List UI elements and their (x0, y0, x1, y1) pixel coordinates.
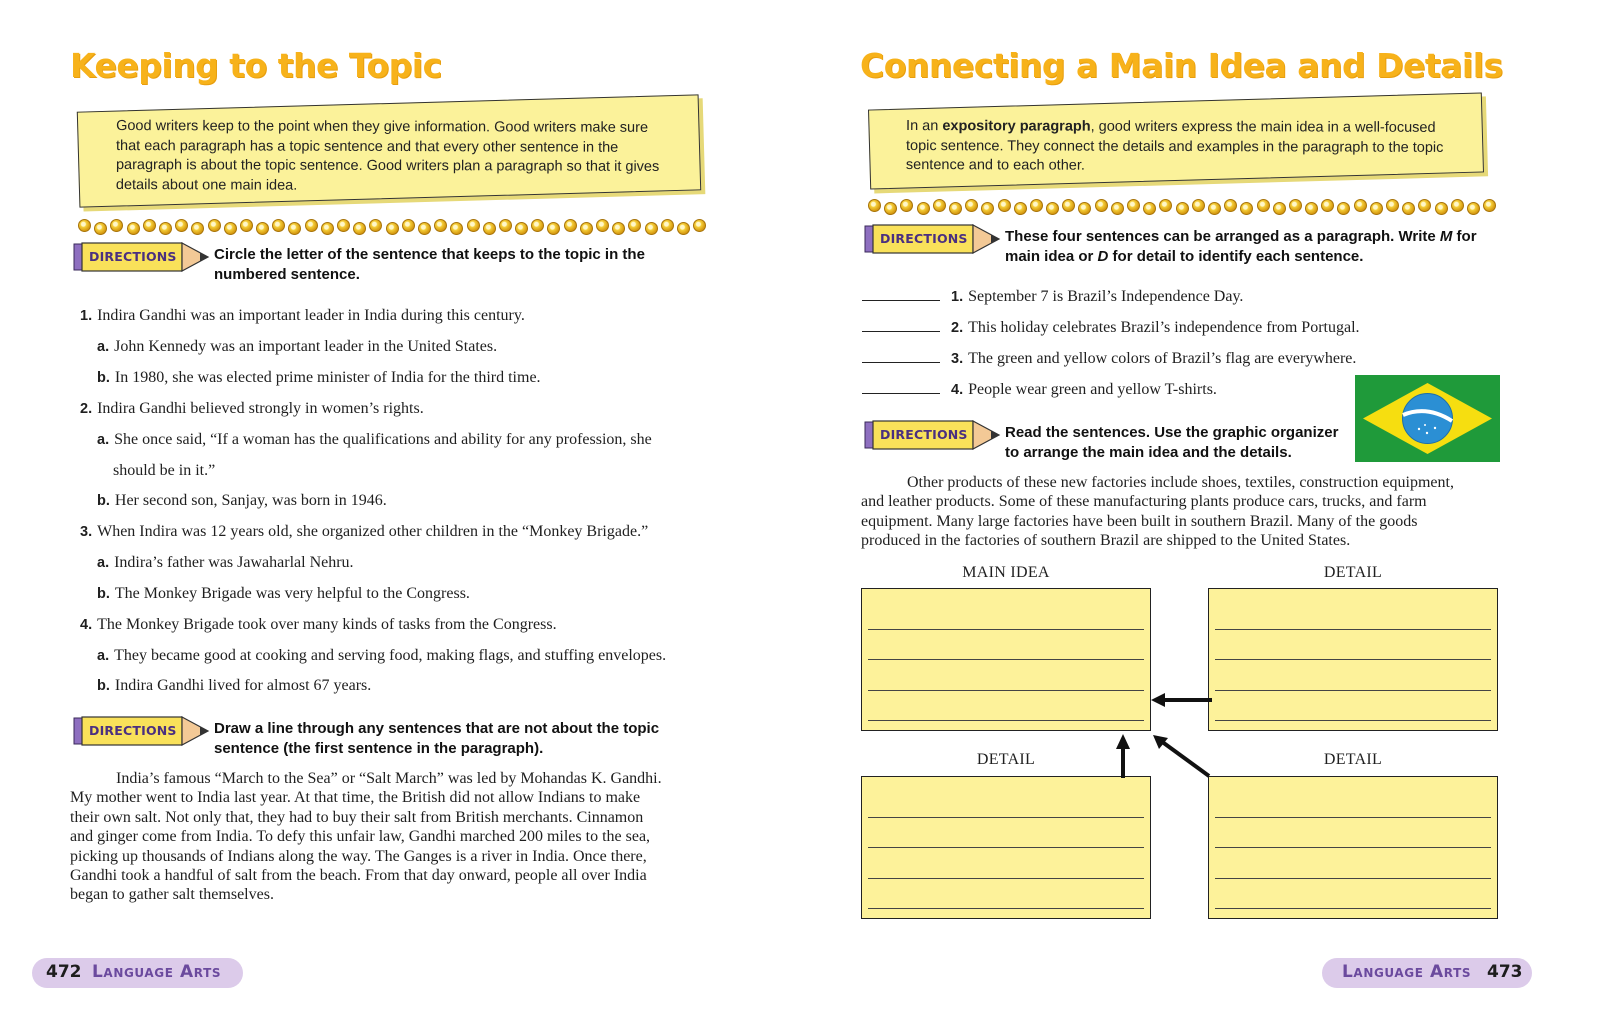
bead-icon (645, 222, 658, 235)
directions-label: DIRECTIONS (89, 723, 177, 738)
detail-heading-top: DETAIL (1323, 564, 1383, 581)
bead-icon (256, 222, 269, 235)
factories-paragraph (861, 473, 1521, 551)
bead-icon (1192, 199, 1205, 212)
bead-icon (1046, 202, 1059, 215)
bead-icon (127, 222, 140, 235)
bead-icon (1370, 202, 1383, 215)
directions-text: These four sentences can be arranged as a paragraph. Write M for main idea or D for detail to identify each sentence. (1005, 228, 1477, 265)
directions-text: Draw a line through any sentences that are not about the topic sentence (the first sentence in the paragraph). (214, 720, 660, 757)
bead-divider (78, 218, 709, 236)
bead-icon (483, 222, 496, 235)
bead-icon (661, 219, 674, 232)
bead-icon (191, 222, 204, 235)
bead-icon (224, 222, 237, 235)
bead-icon (1483, 199, 1496, 212)
bead-icon (933, 199, 946, 212)
paragraph-line: and leather products. Some of these manufacturing plants produce cars, trucks, and farm (861, 493, 1427, 511)
answer-blank-1[interactable] (862, 300, 940, 301)
bead-icon (175, 219, 188, 232)
question-3: 3. When Indira was 12 years old, she organized other children in the “Monkey Brigade.” (80, 523, 649, 540)
bead-icon (369, 219, 382, 232)
bead-icon (1224, 199, 1237, 212)
detail-box-top-right[interactable] (1208, 588, 1498, 731)
bead-icon (1078, 202, 1091, 215)
directions-1 (72, 240, 692, 290)
paragraph-line: My mother went to India last year. At that time, the British did not allow Indians to make (70, 789, 641, 807)
bead-icon (1402, 202, 1415, 215)
bead-icon (208, 219, 221, 232)
bead-icon (1467, 202, 1480, 215)
detail-box-bottom-right[interactable] (1208, 776, 1498, 919)
bead-icon (418, 222, 431, 235)
question-4: 4. The Monkey Brigade took over many kinds of tasks from the Congress. (80, 616, 557, 633)
answer-blank-2[interactable] (862, 331, 940, 332)
question-4-option-b[interactable]: b. Indira Gandhi lived for almost 67 years. (97, 677, 372, 694)
main-idea-heading: MAIN IDEA (962, 564, 1050, 581)
bead-icon (467, 219, 480, 232)
bead-icon (1127, 199, 1140, 212)
bead-icon (949, 202, 962, 215)
paragraph-line: picking up thousands of Indians along the way. The Ganges is a river in India. Once there, (70, 847, 647, 865)
bead-icon (159, 222, 172, 235)
question-1-option-a[interactable]: a. John Kennedy was an important leader in the United States. (97, 338, 498, 355)
paragraph-line: produced in the factories of southern Brazil are shipped to the United States. (861, 532, 1351, 550)
directions-2 (863, 418, 1363, 468)
bead-icon (1273, 202, 1286, 215)
bead-icon (1143, 202, 1156, 215)
bead-icon (402, 219, 415, 232)
bead-icon (1386, 199, 1399, 212)
bead-icon (981, 202, 994, 215)
question-2: 2. Indira Gandhi believed strongly in women’s rights. (80, 400, 424, 417)
bead-icon (596, 219, 609, 232)
bead-icon (1095, 199, 1108, 212)
detail-box-bottom-left[interactable] (861, 776, 1151, 919)
bead-icon (628, 219, 641, 232)
bead-icon (78, 219, 91, 232)
sentence-3: 3. The green and yellow colors of Brazil’s flag are everywhere. (951, 350, 1357, 367)
section-label: Language Arts (92, 962, 222, 982)
page-number: 472 (46, 962, 82, 982)
brazil-flag-image (1355, 375, 1500, 462)
question-1: 1. Indira Gandhi was an important leader in India during this century. (80, 307, 525, 324)
directions-label: DIRECTIONS (880, 427, 968, 442)
page-title: Keeping to the Topic (70, 46, 442, 85)
main-idea-box[interactable] (861, 588, 1151, 731)
bead-icon (1208, 202, 1221, 215)
bead-icon (868, 199, 881, 212)
bead-divider (868, 198, 1499, 216)
bead-icon (305, 219, 318, 232)
bead-icon (1176, 202, 1189, 215)
bead-icon (1240, 202, 1253, 215)
bead-icon (1418, 199, 1431, 212)
bead-icon (143, 219, 156, 232)
intro-text: In an expository paragraph, good writers express the main idea in a well-focused topic sentence. They connect the details and examples in the paragraph to the topic sentence and to each other. (905, 118, 1444, 174)
detail-heading-bottom-left: DETAIL (976, 751, 1036, 768)
bead-icon (515, 222, 528, 235)
paragraph-line: their own salt. Not only that, they had to buy their salt from British merchants. Cinnamon (70, 808, 644, 826)
question-2-option-a-cont: should be in it.” (113, 462, 216, 479)
bead-icon (531, 219, 544, 232)
intro-text: Good writers keep to the point when they give information. Good writers make sure that each paragraph has a topic sentence and that every other sentence in the paragraph is about the topic sentence. Good writers plan a paragraph so that it gives details about one main idea. (115, 118, 660, 194)
bead-icon (1062, 199, 1075, 212)
paragraph-line: India’s famous “March to the Sea” or “Salt March” was led by Mohandas K. Gandhi. (116, 770, 662, 787)
page-footer (32, 958, 243, 988)
answer-blank-4[interactable] (862, 393, 940, 394)
directions-text: Circle the letter of the sentence that keeps to the topic in the numbered sentence. (214, 246, 645, 283)
bead-icon (94, 222, 107, 235)
bead-icon (547, 222, 560, 235)
directions-label: DIRECTIONS (89, 249, 177, 264)
bead-icon (272, 219, 285, 232)
paragraph-line: began to gather salt themselves. (70, 886, 274, 904)
bead-icon (288, 222, 301, 235)
question-2-option-b[interactable]: b. Her second son, Sanjay, was born in 1946. (97, 492, 387, 509)
bead-icon (1435, 202, 1448, 215)
bead-icon (434, 219, 447, 232)
bead-icon (1014, 202, 1027, 215)
page-number: 473 (1487, 962, 1523, 982)
sentence-1: 1. September 7 is Brazil’s Independence Day. (951, 288, 1244, 305)
paragraph-line: equipment. Many large factories have been built in southern Brazil. Many of the goods (861, 512, 1418, 530)
bead-icon (1321, 199, 1334, 212)
bead-icon (450, 222, 463, 235)
bead-icon (965, 199, 978, 212)
question-4-option-a[interactable]: a. They became good at cooking and serving food, making flags, and stuffing envelopes. (97, 647, 667, 664)
page-footer (1322, 958, 1532, 988)
bead-icon (337, 219, 350, 232)
bead-icon (1030, 199, 1043, 212)
page-title: Connecting a Main Idea and Details (860, 46, 1503, 85)
bead-icon (1111, 202, 1124, 215)
bead-icon (1159, 199, 1172, 212)
bead-icon (1451, 199, 1464, 212)
directions-1 (863, 222, 1503, 272)
paragraph-line: Gandhi took a handful of salt from the beach. From that day onward, people all over India (70, 867, 647, 885)
paragraph-line: Other products of these new factories include shoes, textiles, construction equipment, (907, 474, 1454, 491)
bead-icon (917, 202, 930, 215)
bead-icon (1354, 199, 1367, 212)
paragraph-line: and ginger come from India. To defy this unfair law, Gandhi marched 200 miles to the sea, (70, 828, 651, 846)
bead-icon (1305, 202, 1318, 215)
question-2-option-a[interactable]: a. She once said, “If a woman has the qualifications and ability for any profession, she (97, 431, 652, 448)
bead-icon (1257, 199, 1270, 212)
arrow-up-icon (1113, 732, 1133, 778)
right-page (800, 0, 1600, 1024)
directions-label: DIRECTIONS (880, 231, 968, 246)
sentence-2: 2. This holiday celebrates Brazil’s independence from Portugal. (951, 319, 1360, 336)
bead-icon (693, 219, 706, 232)
arrow-icons (1145, 686, 1215, 778)
question-3-option-a[interactable]: a. Indira’s father was Jawaharlal Nehru. (97, 554, 354, 571)
sentence-4: 4. People wear green and yellow T-shirts. (951, 381, 1217, 398)
question-3-option-b[interactable]: b. The Monkey Brigade was very helpful to the Congress. (97, 585, 470, 602)
directions-2 (72, 714, 712, 764)
bead-icon (900, 199, 913, 212)
question-1-option-b[interactable]: b. In 1980, she was elected prime minister of India for the third time. (97, 369, 541, 386)
bead-icon (110, 219, 123, 232)
bead-icon (386, 222, 399, 235)
bead-icon (564, 219, 577, 232)
bead-icon (321, 222, 334, 235)
bead-icon (1337, 202, 1350, 215)
bead-icon (884, 202, 897, 215)
bead-icon (612, 222, 625, 235)
bead-icon (677, 222, 690, 235)
bead-icon (240, 219, 253, 232)
bead-icon (580, 222, 593, 235)
directions-text: Read the sentences. Use the graphic organizer to arrange the main idea and the details. (1005, 424, 1339, 461)
section-label: Language Arts (1342, 962, 1472, 982)
bead-icon (499, 219, 512, 232)
answer-blank-3[interactable] (862, 362, 940, 363)
bead-icon (1289, 199, 1302, 212)
bead-icon (353, 222, 366, 235)
salt-march-paragraph[interactable] (70, 769, 730, 905)
detail-heading-bottom-right: DETAIL (1323, 751, 1383, 768)
bead-icon (998, 199, 1011, 212)
